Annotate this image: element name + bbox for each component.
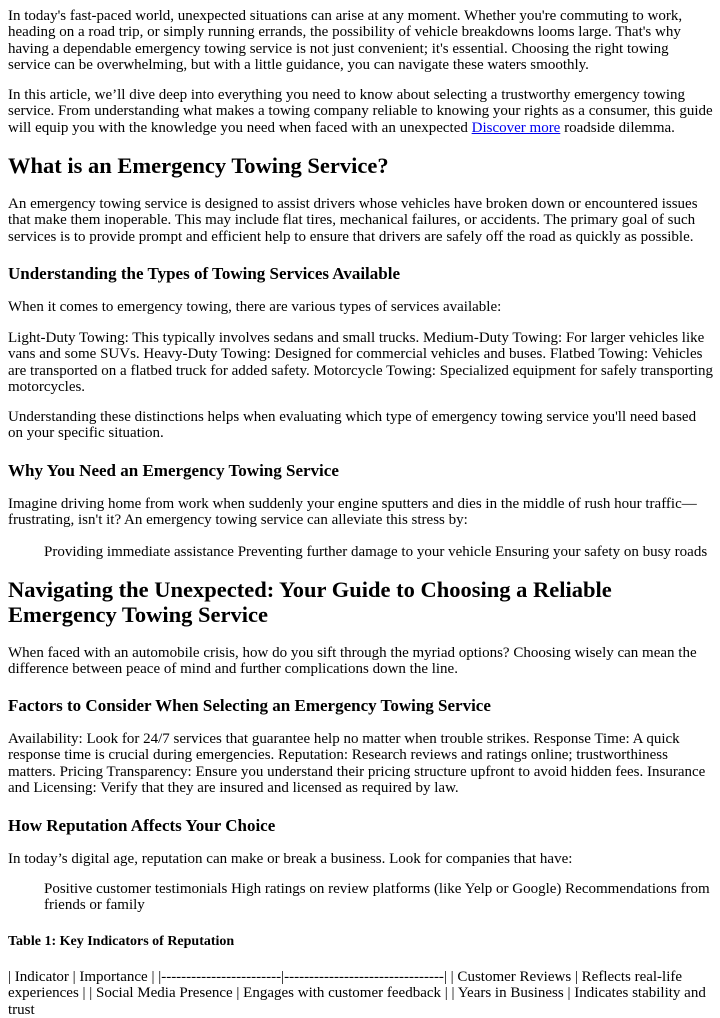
intro-paragraph-2-text-after: roadside dilemma. xyxy=(560,119,675,136)
table-raw-text: | Indicator | Importance | |------------------------|--------------------------------| | Customer Reviews | Reflects real-life experiences | | Social Media Presence | Engages with customer feedback | | Years in Business | Indicates stability and trust xyxy=(8,969,706,1018)
subheading-reputation: How Reputation Affects Your Choice xyxy=(8,816,276,835)
section-heading-navigating: Navigating the Unexpected: Your Guide to Choosing a Reliable Emergency Towing Service xyxy=(8,577,612,627)
intro-paragraph-2-text-before: In this article, we’ll dive deep into everything you need to know about selecting a trustworthy emergency towing service. From understanding what makes a towing company reliable to knowing your rights as a consumer, this guide will equip you with the knowledge you need when faced with an unexpected xyxy=(8,87,713,136)
section-heading-emergency-towing: What is an Emergency Towing Service? xyxy=(8,153,389,178)
subheading-why-you-need: Why You Need an Emergency Towing Service xyxy=(8,461,339,480)
reputation-paragraph: In today’s digital age, reputation can make or break a business. Look for companies that have: xyxy=(8,851,573,867)
why-list: Providing immediate assistance Preventing further damage to your vehicle Ensuring your safety on busy roads xyxy=(44,544,708,560)
section1-paragraph-1: An emergency towing service is designed to assist drivers whose vehicles have broken down or encountered issues that make them inoperable. This may include flat tires, mechanical failures, or accidents. The primary goal of such services is to provide prompt and efficient help to ensure that drivers are safely off the road as quickly as possible. xyxy=(8,196,698,245)
section2-paragraph-1: When faced with an automobile crisis, how do you sift through the myriad options? Choosing wisely can mean the difference between peace of mind and further complications down the line. xyxy=(8,645,697,678)
types-paragraph-3: Understanding these distinctions helps when evaluating which type of emergency towing service you'll need based on your specific situation. xyxy=(8,409,697,442)
factors-paragraph: Availability: Look for 24/7 services that guarantee help no matter when trouble strikes. Response Time: A quick response time is crucial during emergencies. Reputation: Research reviews and ratings online; trustworthiness matters. Pricing Transparency: Ensure you understand their pricing structure upfront to avoid hidden fees. Insurance and Licensing: Verify that they are insured and licensed as required by law. xyxy=(8,731,706,796)
types-paragraph-2: Light-Duty Towing: This typically involves sedans and small trucks. Medium-Duty Towing: For larger vehicles like vans and some SUVs. Heavy-Duty Towing: Designed for commercial vehicles and buses. Flatbed Towing: Vehicles are transported on a flatbed truck for added safety. Motorcycle Towing: Specialized equipment for safely transporting motorcycles. xyxy=(8,330,713,395)
intro-paragraph-1: In today's fast-paced world, unexpected situations can arise at any moment. Whether you're commuting to work, heading on a road trip, or simply running errands, the possibility of vehicle breakdowns looms large. That's why having a dependable emergency towing service is not just convenient; it's essential. Choosing the right towing service can be overwhelming, but with a little guidance, you can navigate these waters smoothly. xyxy=(8,8,683,73)
why-paragraph-1: Imagine driving home from work when suddenly your engine sputters and dies in the middle of rush hour traffic—frustrating, isn't it? An emergency towing service can alleviate this stress by: xyxy=(8,496,697,529)
intro-paragraph-2 xyxy=(8,87,714,136)
table-caption: Table 1: Key Indicators of Reputation xyxy=(8,934,235,949)
reputation-list: Positive customer testimonials High ratings on review platforms (like Yelp or Google) Recommendations from friends or family xyxy=(44,881,710,914)
subheading-types-of-services: Understanding the Types of Towing Services Available xyxy=(8,264,400,283)
types-paragraph-1: When it comes to emergency towing, there are various types of services available: xyxy=(8,299,502,315)
subheading-factors: Factors to Consider When Selecting an Emergency Towing Service xyxy=(8,696,491,715)
discover-more-link[interactable]: Discover more xyxy=(471,119,561,136)
